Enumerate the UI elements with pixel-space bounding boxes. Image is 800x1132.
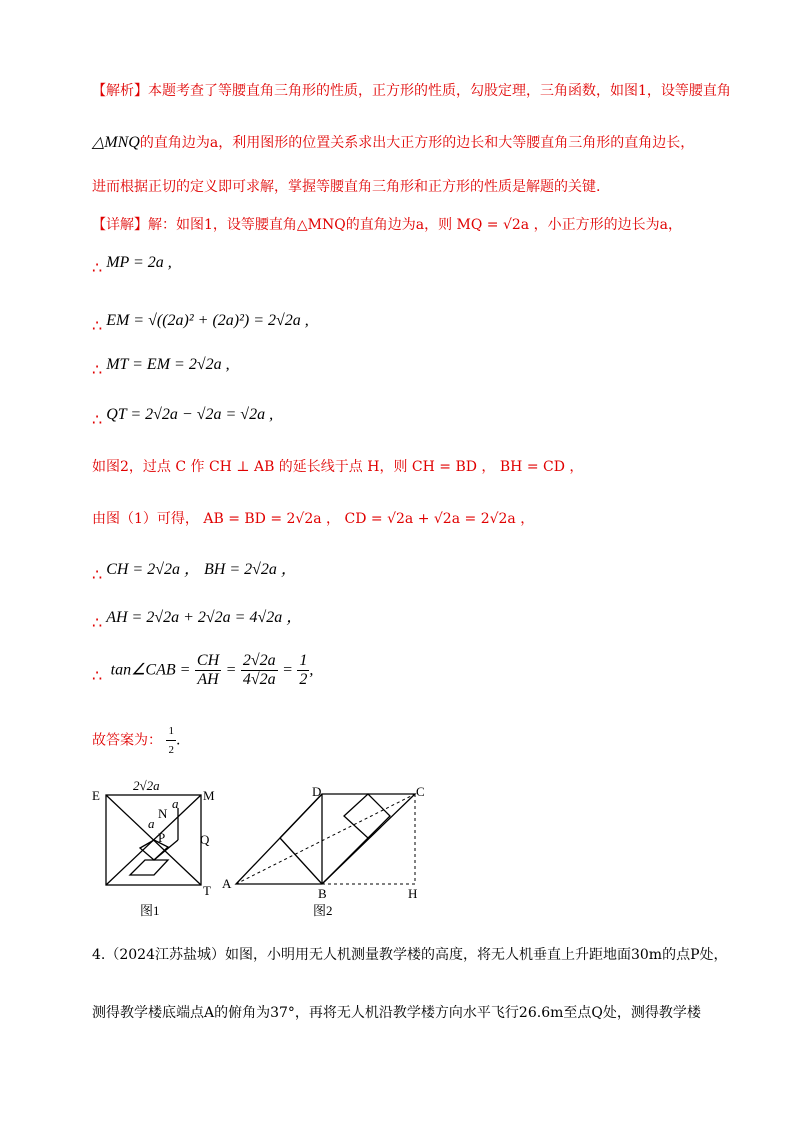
- label-a: A: [222, 876, 232, 891]
- triangle-mnq: △MNQ: [92, 134, 140, 151]
- answer-fraction: $\frac{1}{2}$: [166, 722, 176, 759]
- analysis-line-3: 进而根据正切的定义即可求解，掌握等腰直角三角形和正方形的性质是解题的关键.: [92, 179, 601, 195]
- analysis-tag: 【解析】: [92, 83, 148, 99]
- line-inner-3: [322, 838, 368, 884]
- tan-fraction-2: $\frac{2√2a}{4√2a}$: [242, 652, 276, 688]
- analysis-line-1: [92, 80, 731, 100]
- label-q: Q: [200, 832, 210, 847]
- answer-prefix: 故答案为：: [92, 732, 162, 749]
- label-m: M: [203, 788, 215, 803]
- label-e: E: [92, 788, 100, 803]
- small-shape: [344, 794, 390, 838]
- tan-fraction-3: $\frac{1}{2}$: [299, 652, 308, 688]
- label-c: C: [416, 784, 425, 799]
- step-ch: CH = 2√2a ， BH = 2√2a ，: [106, 561, 297, 578]
- therefore-icon: ∴: [92, 410, 103, 429]
- label-d: D: [312, 784, 322, 799]
- line-inner-1: [280, 838, 322, 884]
- therefore-icon: ∴: [92, 316, 103, 335]
- line-inner-2: [280, 794, 322, 838]
- therefore-icon: ∴: [92, 565, 103, 584]
- step-2: EM = √((2a)² + (2a)²) = 2√2a ,: [106, 312, 309, 329]
- step-ah: AH = 2√2a + 2√2a = 4√2a ，: [106, 609, 303, 626]
- step-line-3: [92, 354, 230, 379]
- analysis-text-2: 的直角边为a，利用图形的位置关系求出大正方形的边长和大等腰直角三角形的直角边长，: [139, 135, 695, 151]
- figure-2: [220, 778, 430, 898]
- therefore-icon: ∴: [92, 360, 103, 379]
- analysis-line-2: [92, 132, 694, 152]
- step-ch-line: [92, 556, 297, 584]
- step-line-1: [92, 252, 172, 277]
- therefore-icon: ∴: [92, 258, 103, 277]
- tan-fraction-1: $\frac{CH}{AH}$: [196, 652, 220, 688]
- fig1-line: 由图（1）可得， AB = BD = 2√2a ， CD = √2a + √2a = 2√2a ，: [92, 511, 535, 527]
- therefore-icon: ∴: [92, 665, 103, 685]
- step-line-4: [92, 404, 274, 429]
- label-a2: a: [148, 816, 155, 831]
- figure-1-caption: 图1: [140, 903, 160, 918]
- step-4: QT = 2√2a − √2a = √2a ,: [106, 406, 274, 423]
- problem-4-line-2: 测得教学楼底端点A的俯角为37°，再将无人机沿教学楼方向水平飞行26.6m至点Q处，测得教学楼: [92, 1005, 701, 1021]
- label-h: H: [408, 886, 418, 901]
- problem-4-line-1: 4.（2024江苏盐城）如图，小明用无人机测量教学楼的高度，将无人机垂直上升距地面30m的点P处，: [92, 947, 728, 963]
- dashed-ac: [236, 794, 415, 884]
- step-1: MP = 2a ,: [106, 254, 172, 271]
- detail-intro-line: [92, 214, 682, 234]
- detail-tag: 【详解】: [92, 217, 148, 233]
- step-3: MT = EM = 2√2a ,: [106, 356, 230, 373]
- label-n: N: [158, 806, 168, 821]
- analysis-text-1: 本题考查了等腰直角三角形的性质，正方形的性质，勾股定理，三角函数，如图1，设等腰直角: [148, 83, 731, 99]
- tan-line: ∴ tan∠CAB = $\frac{CH}{AH}$ = $\frac{2√2a}{4√2a}$ = $\frac{1}{2}$ ,: [92, 652, 314, 688]
- fig2-line: 如图2，过点 C 作 CH ⊥ AB 的延长线于点 H，则 CH = BD ， BH = CD ，: [92, 459, 584, 475]
- parallelogram: [130, 860, 168, 875]
- answer-line: 故答案为： $\frac{1}{2}$ .: [92, 722, 180, 759]
- label-top: 2√2a: [133, 778, 160, 793]
- figure-2-caption: 图2: [313, 903, 333, 918]
- label-b: B: [318, 886, 327, 901]
- step-line-2: [92, 310, 309, 335]
- label-t: T: [203, 883, 211, 898]
- label-p: P: [158, 830, 166, 845]
- step-ah-line: [92, 604, 303, 632]
- label-a1: a: [172, 796, 179, 811]
- tan-lhs: tan∠CAB =: [110, 661, 191, 679]
- detail-intro: 解：如图1，设等腰直角△MNQ的直角边为a，则 MQ = √2a ，小正方形的边长为a，: [148, 217, 682, 233]
- therefore-icon: ∴: [92, 613, 103, 632]
